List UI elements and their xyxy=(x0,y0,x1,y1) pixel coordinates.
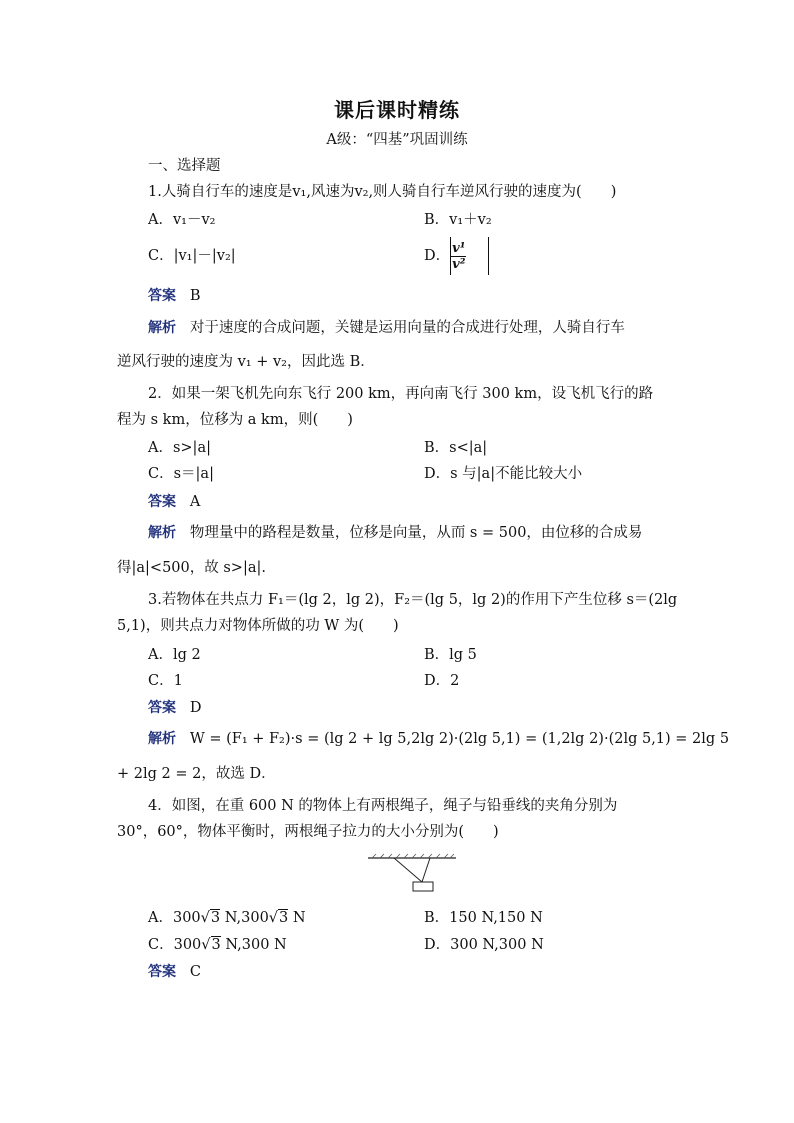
sqrt-symbol: √3 xyxy=(201,937,221,953)
weight-block xyxy=(413,882,433,891)
q3-stem-line1: 3.若物体在共点力 F₁＝(lg 2，lg 2)，F₂＝(lg 5，lg 2)的作用下产生位移 s＝(2lg xyxy=(148,592,678,608)
q1-analysis-line1: 对于速度的合成问题，关键是运用向量的合成进行处理，人骑自行车 xyxy=(189,320,625,336)
q4-option-c-pre: C．300 xyxy=(148,937,202,953)
section-heading: 一、选择题 xyxy=(148,158,221,174)
q4-stem-line1: 4．如图，在重 600 N 的物体上有两根绳子，绳子与铅垂线的夹角分别为 xyxy=(148,798,618,814)
q3-answer-value: D xyxy=(189,700,202,716)
q2-stem-line2: 程为 s km，位移为 a km，则( ) xyxy=(117,412,353,428)
radicand: 3 xyxy=(210,910,221,926)
q2-answer-value: A xyxy=(189,494,201,510)
sqrt-symbol: √3 xyxy=(268,910,289,926)
q4-option-c xyxy=(148,935,287,955)
analysis-label: 解析 xyxy=(148,525,176,541)
rope-diagram-figure xyxy=(362,852,462,898)
q3-answer xyxy=(148,698,201,718)
q1-stem: 1.人骑自行车的速度是v₁,风速为v₂,则人骑自行车逆风行驶的速度为( ) xyxy=(148,184,617,200)
q3-analysis xyxy=(148,729,729,749)
q3-option-b: B．lg 5 xyxy=(424,647,477,663)
q4-option-a xyxy=(148,908,306,928)
page-subtitle: A级：“四基”巩固训练 xyxy=(326,132,468,148)
answer-label: 答案 xyxy=(148,700,176,716)
q3-option-c: C．1 xyxy=(148,673,183,689)
radicand: 3 xyxy=(211,937,221,953)
q1-option-c: C．|v₁|－|v₂| xyxy=(148,248,236,264)
q1-option-b: B．v₁＋v₂ xyxy=(424,212,492,228)
rope-left xyxy=(394,858,422,882)
q4-option-d: D．300 N,300 N xyxy=(424,937,544,953)
q2-analysis-line2: 得|a|<500，故 s>|a|. xyxy=(117,560,266,576)
analysis-label: 解析 xyxy=(148,731,176,747)
answer-label: 答案 xyxy=(148,288,176,304)
q1-analysis-line2: 逆风行驶的速度为 v₁ + v₂，因此选 B． xyxy=(117,354,375,370)
fraction-denominator: v² xyxy=(452,256,466,272)
q4-option-b: B．150 N,150 N xyxy=(424,910,543,926)
q2-answer xyxy=(148,492,200,512)
radicand: 3 xyxy=(279,910,289,926)
q4-option-a-mid: N,300 xyxy=(224,910,269,926)
q3-option-a: A．lg 2 xyxy=(148,647,201,663)
q2-option-a: A．s>|a| xyxy=(148,440,211,456)
q4-option-a-post: N xyxy=(292,910,306,926)
q4-option-a-pre: A．300 xyxy=(148,910,201,926)
q1-option-d-prefix: D． xyxy=(424,248,451,264)
q1-analysis xyxy=(148,318,625,338)
q1-option-a: A．v₁－v₂ xyxy=(148,212,216,228)
q2-option-d: D．s 与|a|不能比较大小 xyxy=(424,466,583,482)
q1-option-d xyxy=(424,236,489,276)
answer-label: 答案 xyxy=(148,964,176,980)
q4-answer-value: C xyxy=(189,964,201,980)
page-title: 课后课时精练 xyxy=(334,98,460,122)
q3-analysis-line1: W = (F₁ + F₂)·s = (lg 2 + lg 5,2lg 2)·(2lg 5,1) = (1,2lg 2)·(2lg 5,1) = 2lg 5 xyxy=(189,731,730,747)
q2-option-b: B．s<|a| xyxy=(424,440,488,456)
fraction-numerator: v¹ xyxy=(452,240,466,256)
q4-answer xyxy=(148,962,201,982)
q2-stem-line1: 2．如果一架飞机先向东飞行 200 km，再向南飞行 300 km，设飞机飞行的路 xyxy=(148,386,654,402)
sqrt-symbol: √3 xyxy=(200,910,221,926)
q2-analysis-line1: 物理量中的路程是数量，位移是向量，从而 s = 500，由位移的合成易 xyxy=(189,525,643,541)
abs-bar-right xyxy=(488,237,489,275)
q1-answer-value: B xyxy=(189,288,201,304)
q1-answer xyxy=(148,286,200,306)
q4-stem-line2: 30°，60°，物体平衡时，两根绳子拉力的大小分别为( ) xyxy=(117,824,499,840)
q3-option-d: D．2 xyxy=(424,673,460,689)
rope-right xyxy=(422,858,430,882)
answer-label: 答案 xyxy=(148,494,176,510)
q2-analysis xyxy=(148,523,642,543)
q1-option-d-fraction xyxy=(451,241,466,272)
q4-option-c-post: N,300 N xyxy=(225,937,287,953)
q2-option-c: C．s＝|a| xyxy=(148,466,214,482)
q3-stem-line2: 5,1)，则共点力对物体所做的功 W 为( ) xyxy=(117,618,399,634)
analysis-label: 解析 xyxy=(148,320,176,336)
q3-analysis-line2: + 2lg 2 = 2，故选 D． xyxy=(117,766,276,782)
